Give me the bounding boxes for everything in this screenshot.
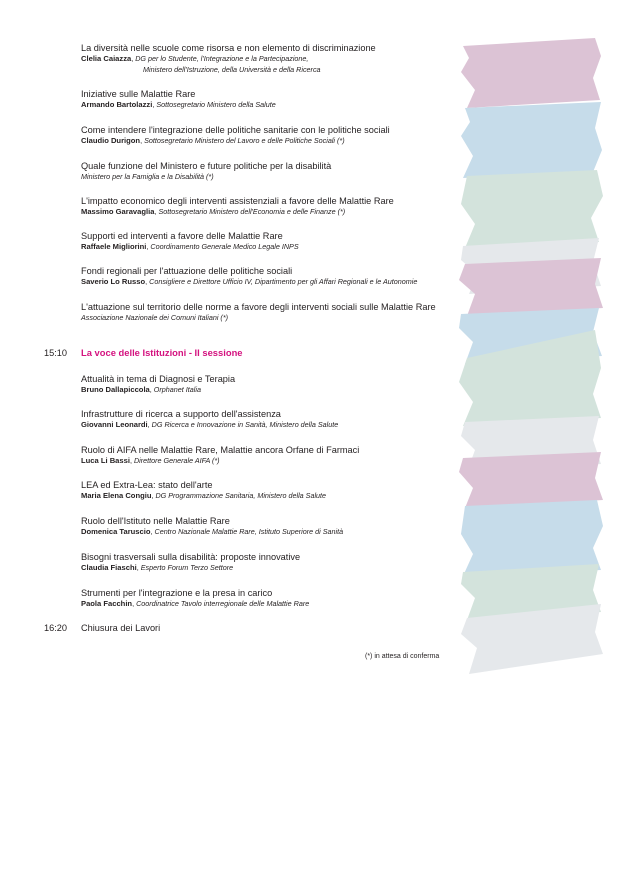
speaker-name: Bruno Dallapiccola — [81, 385, 150, 394]
agenda-item: Fondi regionali per l'attuazione delle politiche sociali Saverio Lo Russo, Consigliere e Direttore Ufficio IV, Dipartimento per gli Affari Regionali e le Autonomie — [81, 265, 461, 288]
speaker-role: Esperto Forum Terzo Settore — [140, 563, 234, 572]
agenda-item: La diversità nelle scuole come risorsa e non elemento di discriminazione Clelia Caiazza, DG per lo Studente, l'Integrazione e la Partecipazione, Ministero dell'Istruzione, della Università e della Ricerca — [81, 42, 461, 75]
speaker-role: Orphanet Italia — [153, 385, 201, 394]
talk-title: Ruolo dell'Istituto nelle Malattie Rare — [81, 516, 230, 526]
speaker-role: Coordinamento Generale Medico Legale INPS — [150, 242, 299, 251]
speaker-name: Clelia Caiazza — [81, 54, 132, 63]
speaker-role-line2: Ministero dell'Istruzione, della Università e della Ricerca — [143, 64, 321, 74]
talk-title: L'impatto economico degli interventi assistenziali a favore delle Malattie Rare — [81, 196, 394, 206]
brush-stroke-pink-2 — [459, 258, 603, 316]
confirmation-note: (*) in attesa di conferma — [365, 653, 440, 660]
agenda-item — [81, 301, 461, 324]
agenda-item: LEA ed Extra-Lea: stato dell'arte Maria Elena Congiu, DG Programmazione Sanitaria, Ministero della Salute — [81, 479, 461, 502]
speaker-name: Giovanni Leonardi — [81, 420, 148, 429]
talk-title: Come intendere l'integrazione delle politiche sanitarie con le politiche sociali — [81, 125, 390, 135]
agenda-item: Ruolo dell'Istituto nelle Malattie Rare Domenica Taruscio, Centro Nazionale Malattie Rare, Istituto Superiore di Sanità — [81, 515, 461, 538]
speaker-role: Direttore Generale AIFA (*) — [133, 456, 220, 465]
speaker-role: Sottosegretario Ministero del Lavoro e delle Politiche Sociali (*) — [144, 136, 345, 145]
agenda-item: Infrastrutture di ricerca a supporto dell'assistenza Giovanni Leonardi, DG Ricerca e Innovazione in Sanità, Ministero della Salute — [81, 408, 461, 431]
speaker-role: DG Ricerca e Innovazione in Sanità, Ministero della Salute — [151, 420, 339, 429]
talk-title: La diversità nelle scuole come risorsa e non elemento di discriminazione — [81, 43, 376, 53]
speaker-name: Saverio Lo Russo — [81, 277, 146, 286]
talk-title: L'attuazione sul territorio delle norme a favore degli interventi sociali sulle Malattie Rare — [81, 302, 436, 312]
session-time: 15:10 — [44, 348, 67, 358]
speaker-role: Centro Nazionale Malattie Rare, Istituto Superiore di Sanità — [154, 527, 344, 536]
agenda-item — [81, 160, 461, 183]
brush-stroke-blue-3 — [461, 500, 603, 576]
talk-title: Quale funzione del Ministero e future politiche per la disabilità — [81, 161, 332, 171]
talk-title: Fondi regionali per l'attuazione delle politiche sociali — [81, 266, 293, 276]
speaker-name: Luca Li Bassi — [81, 456, 130, 465]
closing-title: Chiusura dei Lavori — [81, 623, 161, 633]
talk-title: LEA ed Extra-Lea: stato dell'arte — [81, 480, 213, 490]
speaker-name: Raffaele Migliorini — [81, 242, 147, 251]
talk-title: Infrastrutture di ricerca a supporto dell'assistenza — [81, 409, 281, 419]
speaker-role: Sottosegretario Ministero della Salute — [156, 100, 276, 109]
talk-title: Strumenti per l'integrazione e la presa in carico — [81, 588, 273, 598]
agenda-item: Iniziative sulle Malattie Rare Armando Bartolazzi, Sottosegretario Ministero della Salute — [81, 88, 461, 111]
talk-title: Attualità in tema di Diagnosi e Terapia — [81, 374, 236, 384]
speaker-role: DG Programmazione Sanitaria, Ministero della Salute — [155, 491, 327, 500]
talk-title: Bisogni trasversali sulla disabilità: proposte innovative — [81, 552, 301, 562]
agenda-item: Supporti ed interventi a favore delle Malattie Rare Raffaele Migliorini, Coordinamento Generale Medico Legale INPS — [81, 230, 461, 253]
speaker-name: Massimo Garavaglia — [81, 207, 155, 216]
talk-title: Ruolo di AIFA nelle Malattie Rare, Malattie ancora Orfane di Farmaci — [81, 445, 360, 455]
speaker-role: Sottosegretario Ministero dell'Economia e delle Finanze (*) — [158, 207, 346, 216]
closing-time: 16:20 — [44, 623, 67, 633]
decorative-brush-strokes — [455, 38, 605, 678]
speaker-name: Paola Facchin — [81, 599, 133, 608]
speaker-name: Claudio Durigon — [81, 136, 141, 145]
brush-stroke-pink-1 — [461, 38, 601, 108]
brush-stroke-pink-3 — [459, 452, 603, 508]
speaker-name: Claudia Fiaschi — [81, 563, 137, 572]
speaker-role: Associazione Nazionale dei Comuni Italiani (*) — [81, 313, 229, 322]
speaker-name: Domenica Taruscio — [81, 527, 151, 536]
speaker-role: DG per lo Studente, l'Integrazione e la Partecipazione, — [135, 54, 309, 63]
talk-title: Supporti ed interventi a favore delle Malattie Rare — [81, 231, 283, 241]
agenda-item: Strumenti per l'integrazione e la presa in carico Paola Facchin, Coordinatrice Tavolo interregionale delle Malattie Rare — [81, 587, 461, 610]
brush-stroke-green-1 — [461, 170, 603, 248]
session-title: La voce delle Istituzioni - II sessione — [81, 347, 243, 358]
agenda-item: Come intendere l'integrazione delle politiche sanitarie con le politiche sociali Claudio Durigon, Sottosegretario Ministero del Lavoro e delle Politiche Sociali (*) — [81, 124, 461, 147]
agenda-item: Ruolo di AIFA nelle Malattie Rare, Malattie ancora Orfane di Farmaci Luca Li Bassi, Direttore Generale AIFA (*) — [81, 444, 461, 467]
speaker-role: Coordinatrice Tavolo interregionale delle Malattie Rare — [136, 599, 310, 608]
agenda-item: L'impatto economico degli interventi assistenziali a favore delle Malattie Rare Massimo Garavaglia, Sottosegretario Ministero dell'Economia e delle Finanze (*) — [81, 195, 461, 218]
speaker-role: Consigliere e Direttore Ufficio IV, Dipartimento per gli Affari Regionali e le Autonomie — [149, 277, 418, 286]
agenda-item: Attualità in tema di Diagnosi e Terapia Bruno Dallapiccola, Orphanet Italia — [81, 373, 461, 396]
speaker-name: Maria Elena Congiu — [81, 491, 152, 500]
speaker-name: Armando Bartolazzi — [81, 100, 153, 109]
speaker-role: Ministero per la Famiglia e la Disabilità (*) — [81, 172, 214, 181]
brush-stroke-blue-1 — [461, 102, 602, 178]
agenda-item: Bisogni trasversali sulla disabilità: proposte innovative Claudia Fiaschi, Esperto Forum Terzo Settore — [81, 551, 461, 574]
talk-title: Iniziative sulle Malattie Rare — [81, 89, 196, 99]
